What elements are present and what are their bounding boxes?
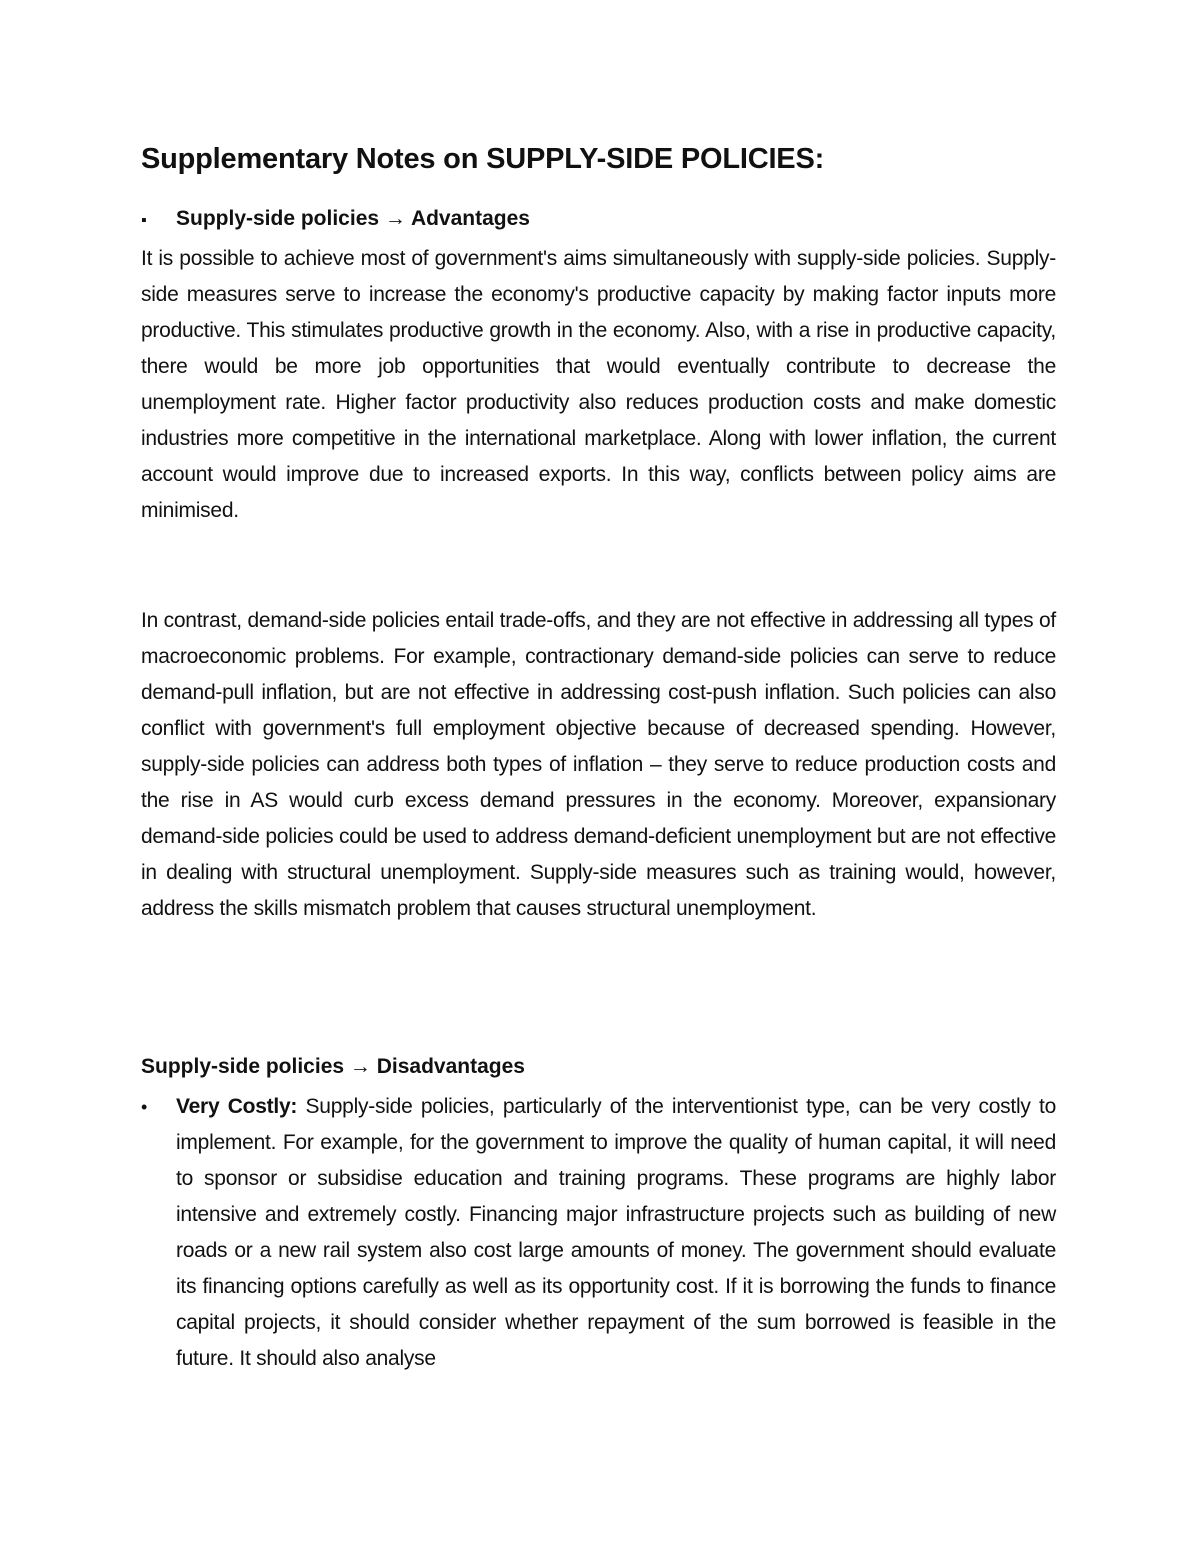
disadvantages-heading: Supply-side policies → Disadvantages bbox=[141, 1055, 525, 1078]
advantages-paragraph-1: It is possible to achieve most of government's aims simultaneously with supply-side policies. Supply-side measures serve to increase the economy's productive capacity by making factor inputs more productive. This stimulates productive growth in the economy. Also, with a rise in productive capacity, there would be more job opportunities that would eventually contribute to decrease the unemployment rate. Higher factor productivity also reduces production costs and make domestic industries more competitive in the international marketplace. Along with lower inflation, the current account would improve due to increased exports. In this way, conflicts between policy aims are minimised. bbox=[141, 247, 1056, 522]
page-title: Supplementary Notes on SUPPLY-SIDE POLICIES: bbox=[141, 143, 825, 175]
advantages-bullet: ▪ bbox=[141, 212, 147, 229]
disadvantage-item-body: Supply-side policies, particularly of the interventionist type, can be very costly to implement. For example, for the government to improve the quality of human capital, it will need to sponsor or subsidise education and training programs. These programs are highly labor intensive and extremely costly. Financing major infrastructure projects such as building of new roads or a new rail system also cost large amounts of money. The government should evaluate its financing options carefully as well as its opportunity cost. If it is borrowing the funds to finance capital projects, it should consider whether repayment of the sum borrowed is feasible in the future. It should also analyse bbox=[176, 1095, 1057, 1370]
disadvantage-item-label: Very Costly: bbox=[176, 1095, 298, 1118]
list-bullet: • bbox=[141, 1097, 148, 1117]
advantages-paragraph-2: In contrast, demand-side policies entail trade-offs, and they are not effective in addressing all types of macroeconomic problems. For example, contractionary demand-side policies can serve to reduce demand-pull inflation, but are not effective in addressing cost-push inflation. Such policies can also conflict with government's full employment objective because of decreased spending. However, supply-side policies can address both types of inflation – they serve to reduce production costs and the rise in AS would curb excess demand pressures in the economy. Moreover, expansionary demand-side policies could be used to address demand-deficient unemployment but are not effective in dealing with structural unemployment. Supply-side measures such as training would, however, address the skills mismatch problem that causes structural unemployment. bbox=[141, 609, 1056, 920]
advantages-heading: Supply-side policies → Advantages bbox=[176, 207, 530, 230]
disadvantage-item-text bbox=[176, 1089, 1056, 1377]
